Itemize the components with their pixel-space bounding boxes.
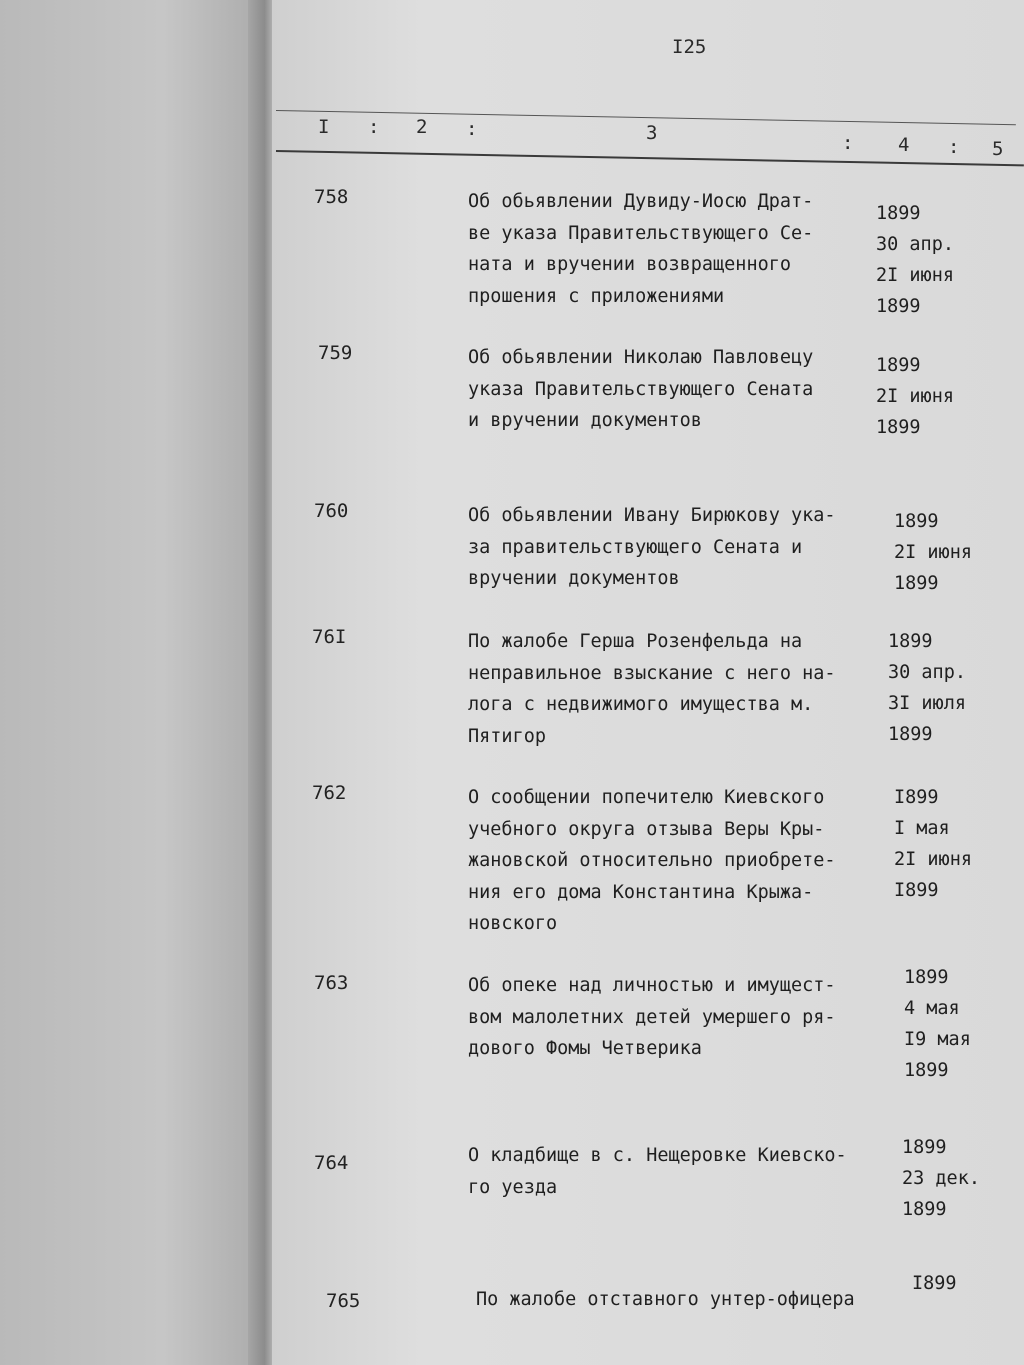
header-col-2: 2 bbox=[416, 116, 428, 138]
entry-title: Об обьявлении Дувиду-Иосю Драт- ве указа Правительствующего Се- ната и вручении возвращенного прошения с приложениями bbox=[468, 191, 814, 307]
header-separator: : bbox=[368, 116, 380, 138]
header-col-3: 3 bbox=[646, 122, 658, 144]
header-separator: : bbox=[842, 132, 854, 154]
entry-title: О сообщении попечителю Киевского учебного округа отзыва Веры Кры- жановской относительно приобрете- ния его дома Константина Крыжа- новского bbox=[468, 787, 836, 934]
entry-number: 765 bbox=[326, 1290, 361, 1312]
entry-number: 762 bbox=[312, 782, 347, 804]
entry-title: Об обьявлении Николаю Павловецу указа Правительствующего Сената и вручении документов bbox=[468, 347, 814, 431]
table-header bbox=[0, 112, 1024, 160]
entry-title: Об опеке над личностью и имущест- вом малолетних детей умершего ря- дового Фомы Четверика bbox=[468, 975, 836, 1059]
page-number: I25 bbox=[672, 36, 707, 58]
entry-number: 759 bbox=[318, 342, 353, 364]
entry-dates: I899 bbox=[912, 1273, 957, 1294]
entry-number: 760 bbox=[314, 500, 349, 522]
entry-title: О кладбище в с. Нещеровке Киевско- го уезда bbox=[468, 1145, 847, 1198]
entry-number: 758 bbox=[314, 186, 349, 208]
entry-dates: 1899 30 апр. 2I июня 1899 bbox=[876, 203, 954, 317]
entry-dates: 1899 2I июня 1899 bbox=[894, 511, 972, 594]
entry-dates: 1899 4 мая I9 мая 1899 bbox=[904, 967, 971, 1081]
header-col-5: 5 bbox=[992, 138, 1004, 160]
entry-title: По жалобе Герша Розенфельда на неправильное взыскание с него на- лога с недвижимого имущества м. Пятигор bbox=[468, 631, 836, 747]
header-col-1: I bbox=[318, 116, 330, 138]
entry-dates: 1899 23 дек. 1899 bbox=[902, 1137, 980, 1220]
header-separator: : bbox=[466, 118, 478, 140]
header-col-4: 4 bbox=[898, 134, 910, 156]
header-separator: : bbox=[948, 136, 960, 158]
entry-number: 764 bbox=[314, 1152, 349, 1174]
entry-dates: 1899 2I июня 1899 bbox=[876, 355, 954, 438]
entry-dates: 1899 30 апр. 3I июля 1899 bbox=[888, 631, 966, 745]
entry-dates: I899 I мая 2I июня I899 bbox=[894, 787, 972, 901]
entry-number: 76I bbox=[312, 626, 347, 648]
entry-title: По жалобе отставного унтер-офицера bbox=[476, 1289, 855, 1310]
entry-number: 763 bbox=[314, 972, 349, 994]
entry-title: Об обьявлении Ивану Бирюкову ука- за правительствующего Сената и вручении документов bbox=[468, 505, 836, 589]
facing-page-left bbox=[0, 0, 272, 1365]
